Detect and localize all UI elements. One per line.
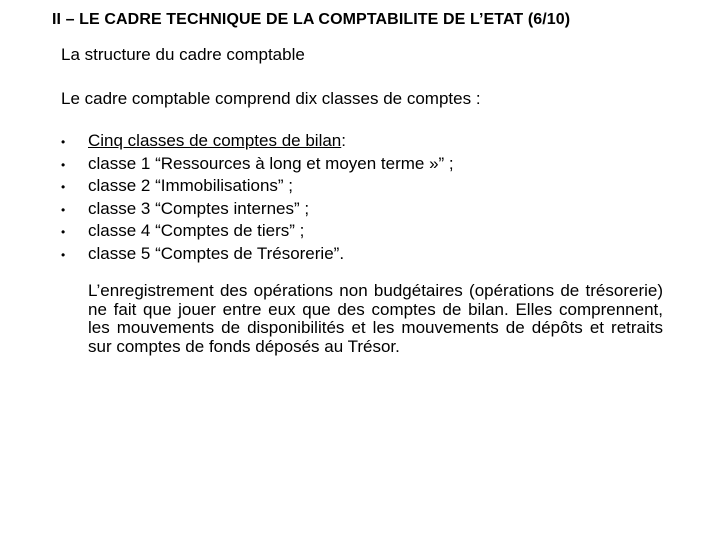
- body-paragraph: L’enregistrement des opérations non budgétaires (opérations de trésorerie) ne fait que jouer entre eux que des comptes de bilan. Elles comprennent, les mouvements de disponibilités et les mouvements de dépôts et retraits sur comptes de fonds déposés au Trésor.: [88, 281, 663, 356]
- slide-title: II – LE CADRE TECHNIQUE DE LA COMPTABILITE DE L’ETAT (6/10): [52, 11, 571, 28]
- list-item-text: classe 2 “Immobilisations” ;: [88, 176, 294, 195]
- bullet-icon: •: [61, 247, 66, 262]
- list-item-text: classe 1 “Ressources à long et moyen terme »” ;: [88, 153, 454, 173]
- list-item: [61, 198, 454, 221]
- list-item-text: classe 4 “Comptes de tiers” ;: [88, 221, 305, 240]
- list-item: [61, 220, 454, 243]
- bullet-icon: •: [61, 202, 66, 217]
- bullet-icon: •: [61, 180, 66, 194]
- list-item: [61, 153, 454, 176]
- list-item-heading-suffix: :: [341, 131, 346, 150]
- list-item: [61, 130, 454, 153]
- list-item-text: classe 3 “Comptes internes” ;: [88, 198, 310, 218]
- bullet-icon: •: [61, 225, 66, 239]
- list-item: [61, 243, 454, 266]
- section-subtitle: La structure du cadre comptable: [61, 45, 305, 64]
- bullet-icon: •: [61, 135, 66, 149]
- list-item-text: classe 5 “Comptes de Trésorerie”.: [88, 243, 345, 263]
- list-item-heading: Cinq classes de comptes de bilan: [88, 131, 342, 150]
- list-item: [61, 175, 454, 198]
- intro-text: Le cadre comptable comprend dix classes de comptes :: [61, 89, 481, 108]
- bullet-icon: •: [61, 157, 66, 172]
- classes-list: [61, 130, 454, 265]
